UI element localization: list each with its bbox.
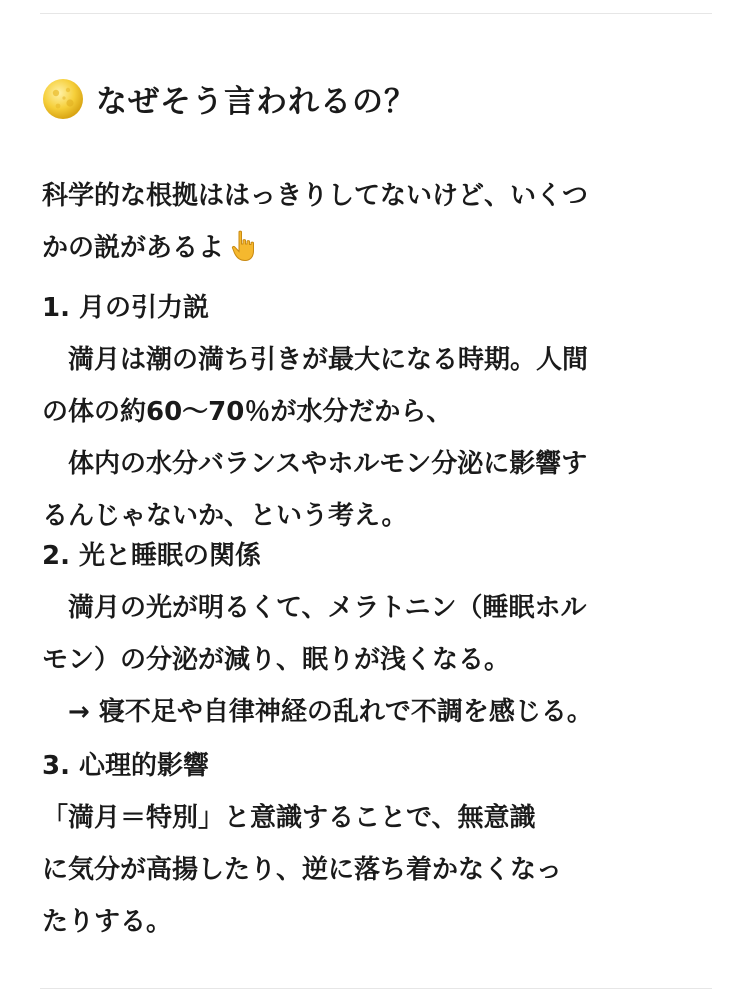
intro-line bbox=[42, 222, 714, 274]
reason-line: 体内の水分バランスやホルモン分泌に影響す bbox=[42, 449, 588, 479]
intro-line-text: かの説があるよ bbox=[42, 233, 225, 263]
reason-section bbox=[42, 740, 714, 948]
reason-line: たりする。 bbox=[42, 907, 173, 937]
full-moon-icon bbox=[42, 78, 84, 120]
intro-line: 科学的な根拠ははっきりしてないけど、いくつ bbox=[42, 181, 589, 211]
section-title: なぜそう言われるの？ bbox=[96, 84, 416, 120]
reason-line: モン）の分泌が減り、眠りが浅くなる。 bbox=[42, 645, 511, 675]
intro-paragraph bbox=[42, 170, 714, 274]
reason-title: 2. 光と睡眠の関係 bbox=[42, 541, 262, 571]
bottom-divider bbox=[40, 988, 712, 989]
reason-line: 満月は潮の満ち引きが最大になる時期。人間 bbox=[42, 345, 589, 375]
pointing-down-hand-icon bbox=[228, 230, 258, 262]
reason-section bbox=[42, 530, 714, 738]
reason-line: るんじゃないか、という考え。 bbox=[42, 501, 408, 531]
reason-title: 1. 月の引力説 bbox=[42, 293, 210, 323]
top-divider bbox=[40, 13, 712, 14]
section-heading bbox=[42, 76, 416, 121]
reason-line: の体の約60〜70％が水分だから、 bbox=[42, 397, 453, 427]
reason-section bbox=[42, 282, 714, 542]
reason-line: 「満月＝特別」と意識することで、無意識 bbox=[42, 803, 536, 833]
reason-line: 満月の光が明るくて、メラトニン（睡眠ホル bbox=[42, 593, 587, 623]
reason-line: に気分が高揚したり、逆に落ち着かなくなっ bbox=[42, 855, 563, 885]
reason-line: → 寝不足や自律神経の乱れで不調を感じる。 bbox=[42, 697, 593, 727]
reason-title: 3. 心理的影響 bbox=[42, 751, 210, 781]
